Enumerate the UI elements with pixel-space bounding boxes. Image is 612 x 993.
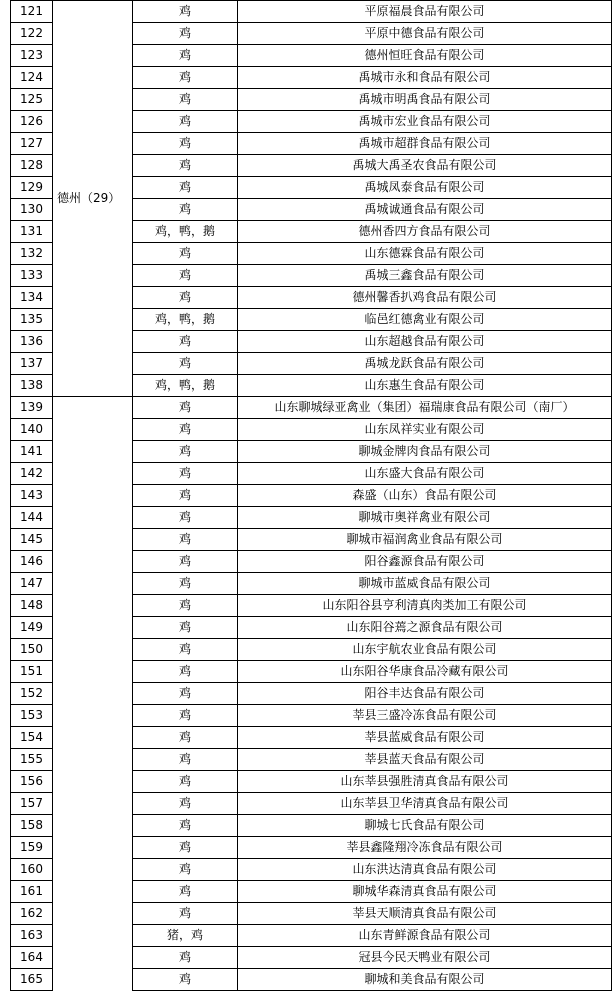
poultry-type-cell: 鸡 <box>133 199 238 221</box>
row-number: 133 <box>11 265 53 287</box>
row-number: 149 <box>11 617 53 639</box>
poultry-type-cell: 鸡 <box>133 617 238 639</box>
poultry-type-cell: 鸡 <box>133 485 238 507</box>
row-number: 140 <box>11 419 53 441</box>
row-number: 131 <box>11 221 53 243</box>
company-name-cell: 聊城市奥祥禽业有限公司 <box>238 507 612 529</box>
poultry-type-cell: 鸡 <box>133 551 238 573</box>
company-name-cell: 冠县今民天鸭业有限公司 <box>238 947 612 969</box>
row-number: 163 <box>11 925 53 947</box>
company-name-cell: 山东莘县卫华清真食品有限公司 <box>238 793 612 815</box>
poultry-type-cell: 鸡 <box>133 661 238 683</box>
company-name-cell: 临邑红德禽业有限公司 <box>238 309 612 331</box>
row-number: 147 <box>11 573 53 595</box>
poultry-type-cell: 鸡 <box>133 89 238 111</box>
company-name-cell: 德州恒旺食品有限公司 <box>238 45 612 67</box>
company-name-cell: 禹城凤泰食品有限公司 <box>238 177 612 199</box>
row-number: 157 <box>11 793 53 815</box>
poultry-type-cell: 鸡 <box>133 1 238 23</box>
row-number: 141 <box>11 441 53 463</box>
poultry-type-cell: 鸡 <box>133 573 238 595</box>
table-row <box>11 397 612 419</box>
company-name-cell: 聊城华森清真食品有限公司 <box>238 881 612 903</box>
poultry-type-cell: 鸡 <box>133 815 238 837</box>
row-number: 151 <box>11 661 53 683</box>
company-name-cell: 山东莘县强胜清真食品有限公司 <box>238 771 612 793</box>
poultry-type-cell: 鸡，鸭，鹅 <box>133 309 238 331</box>
poultry-type-cell: 鸡 <box>133 155 238 177</box>
poultry-type-cell: 鸡 <box>133 45 238 67</box>
poultry-type-cell: 鸡 <box>133 133 238 155</box>
poultry-type-cell: 鸡 <box>133 67 238 89</box>
company-name-cell: 禹城市宏业食品有限公司 <box>238 111 612 133</box>
poultry-type-cell: 鸡 <box>133 903 238 925</box>
company-name-cell: 山东阳谷蔫之源食品有限公司 <box>238 617 612 639</box>
company-name-cell: 禹城大禹圣农食品有限公司 <box>238 155 612 177</box>
poultry-type-cell: 鸡 <box>133 463 238 485</box>
region-cell: 德州（29） <box>53 1 133 397</box>
company-name-cell: 禹城市永和食品有限公司 <box>238 67 612 89</box>
poultry-type-cell: 鸡 <box>133 859 238 881</box>
row-number: 161 <box>11 881 53 903</box>
row-number: 134 <box>11 287 53 309</box>
company-table-body <box>11 1 612 991</box>
poultry-type-cell: 鸡 <box>133 23 238 45</box>
poultry-type-cell: 鸡，鸭，鹅 <box>133 375 238 397</box>
row-number: 146 <box>11 551 53 573</box>
company-name-cell: 禹城三鑫食品有限公司 <box>238 265 612 287</box>
company-name-cell: 山东阳谷华康食品冷藏有限公司 <box>238 661 612 683</box>
poultry-type-cell: 鸡 <box>133 705 238 727</box>
company-name-cell: 阳谷鑫源食品有限公司 <box>238 551 612 573</box>
poultry-type-cell: 鸡 <box>133 243 238 265</box>
poultry-type-cell: 鸡 <box>133 419 238 441</box>
poultry-type-cell: 鸡 <box>133 287 238 309</box>
row-number: 144 <box>11 507 53 529</box>
poultry-type-cell: 鸡 <box>133 265 238 287</box>
row-number: 145 <box>11 529 53 551</box>
company-name-cell: 山东洪达清真食品有限公司 <box>238 859 612 881</box>
poultry-type-cell: 鸡 <box>133 441 238 463</box>
poultry-type-cell: 猪，鸡 <box>133 925 238 947</box>
row-number: 132 <box>11 243 53 265</box>
row-number: 137 <box>11 353 53 375</box>
row-number: 139 <box>11 397 53 419</box>
company-name-cell: 聊城市福润禽业食品有限公司 <box>238 529 612 551</box>
company-name-cell: 莘县鑫隆翔冷冻食品有限公司 <box>238 837 612 859</box>
company-name-cell: 聊城金牌肉食品有限公司 <box>238 441 612 463</box>
poultry-type-cell: 鸡 <box>133 947 238 969</box>
row-number: 121 <box>11 1 53 23</box>
table-row <box>11 1 612 23</box>
poultry-type-cell: 鸡 <box>133 727 238 749</box>
company-name-cell: 山东宇航农业食品有限公司 <box>238 639 612 661</box>
poultry-type-cell: 鸡，鸭，鹅 <box>133 221 238 243</box>
company-name-cell: 山东盛大食品有限公司 <box>238 463 612 485</box>
company-name-cell: 莘县蓝威食品有限公司 <box>238 727 612 749</box>
row-number: 142 <box>11 463 53 485</box>
poultry-type-cell: 鸡 <box>133 749 238 771</box>
poultry-type-cell: 鸡 <box>133 507 238 529</box>
poultry-type-cell: 鸡 <box>133 331 238 353</box>
poultry-type-cell: 鸡 <box>133 683 238 705</box>
row-number: 150 <box>11 639 53 661</box>
company-name-cell: 德州馨香扒鸡食品有限公司 <box>238 287 612 309</box>
company-name-cell: 山东德霖食品有限公司 <box>238 243 612 265</box>
row-number: 155 <box>11 749 53 771</box>
row-number: 153 <box>11 705 53 727</box>
row-number: 124 <box>11 67 53 89</box>
row-number: 164 <box>11 947 53 969</box>
row-number: 128 <box>11 155 53 177</box>
company-name-cell: 禹城市超群食品有限公司 <box>238 133 612 155</box>
company-name-cell: 莘县天顺清真食品有限公司 <box>238 903 612 925</box>
company-name-cell: 山东惠生食品有限公司 <box>238 375 612 397</box>
company-name-cell: 平原中德食品有限公司 <box>238 23 612 45</box>
poultry-type-cell: 鸡 <box>133 177 238 199</box>
company-name-cell: 山东凤祥实业有限公司 <box>238 419 612 441</box>
company-name-cell: 莘县三盛冷冻食品有限公司 <box>238 705 612 727</box>
row-number: 162 <box>11 903 53 925</box>
company-name-cell: 森盛（山东）食品有限公司 <box>238 485 612 507</box>
row-number: 154 <box>11 727 53 749</box>
company-name-cell: 平原福晨食品有限公司 <box>238 1 612 23</box>
row-number: 158 <box>11 815 53 837</box>
poultry-type-cell: 鸡 <box>133 639 238 661</box>
row-number: 136 <box>11 331 53 353</box>
company-name-cell: 聊城市蓝威食品有限公司 <box>238 573 612 595</box>
company-name-cell: 禹城龙跃食品有限公司 <box>238 353 612 375</box>
company-name-cell: 山东超越食品有限公司 <box>238 331 612 353</box>
poultry-type-cell: 鸡 <box>133 595 238 617</box>
company-name-cell: 禹城市明禹食品有限公司 <box>238 89 612 111</box>
row-number: 122 <box>11 23 53 45</box>
company-name-cell: 莘县蓝天食品有限公司 <box>238 749 612 771</box>
row-number: 159 <box>11 837 53 859</box>
poultry-type-cell: 鸡 <box>133 881 238 903</box>
row-number: 135 <box>11 309 53 331</box>
company-name-cell: 山东阳谷县亨利清真肉类加工有限公司 <box>238 595 612 617</box>
company-table <box>10 0 612 991</box>
row-number: 160 <box>11 859 53 881</box>
row-number: 165 <box>11 969 53 991</box>
row-number: 123 <box>11 45 53 67</box>
region-cell <box>53 397 133 991</box>
company-name-cell: 禹城诚通食品有限公司 <box>238 199 612 221</box>
poultry-type-cell: 鸡 <box>133 793 238 815</box>
company-name-cell: 山东聊城绿亚禽业（集团）福瑞康食品有限公司（南厂） <box>238 397 612 419</box>
poultry-type-cell: 鸡 <box>133 529 238 551</box>
company-name-cell: 聊城和美食品有限公司 <box>238 969 612 991</box>
row-number: 143 <box>11 485 53 507</box>
company-name-cell: 阳谷丰达食品有限公司 <box>238 683 612 705</box>
company-name-cell: 山东青鲜源食品有限公司 <box>238 925 612 947</box>
row-number: 126 <box>11 111 53 133</box>
row-number: 130 <box>11 199 53 221</box>
poultry-type-cell: 鸡 <box>133 969 238 991</box>
row-number: 129 <box>11 177 53 199</box>
poultry-type-cell: 鸡 <box>133 353 238 375</box>
poultry-type-cell: 鸡 <box>133 111 238 133</box>
company-name-cell: 聊城七氏食品有限公司 <box>238 815 612 837</box>
poultry-type-cell: 鸡 <box>133 397 238 419</box>
row-number: 125 <box>11 89 53 111</box>
company-name-cell: 德州香四方食品有限公司 <box>238 221 612 243</box>
poultry-type-cell: 鸡 <box>133 771 238 793</box>
row-number: 138 <box>11 375 53 397</box>
row-number: 148 <box>11 595 53 617</box>
row-number: 152 <box>11 683 53 705</box>
row-number: 127 <box>11 133 53 155</box>
poultry-type-cell: 鸡 <box>133 837 238 859</box>
row-number: 156 <box>11 771 53 793</box>
